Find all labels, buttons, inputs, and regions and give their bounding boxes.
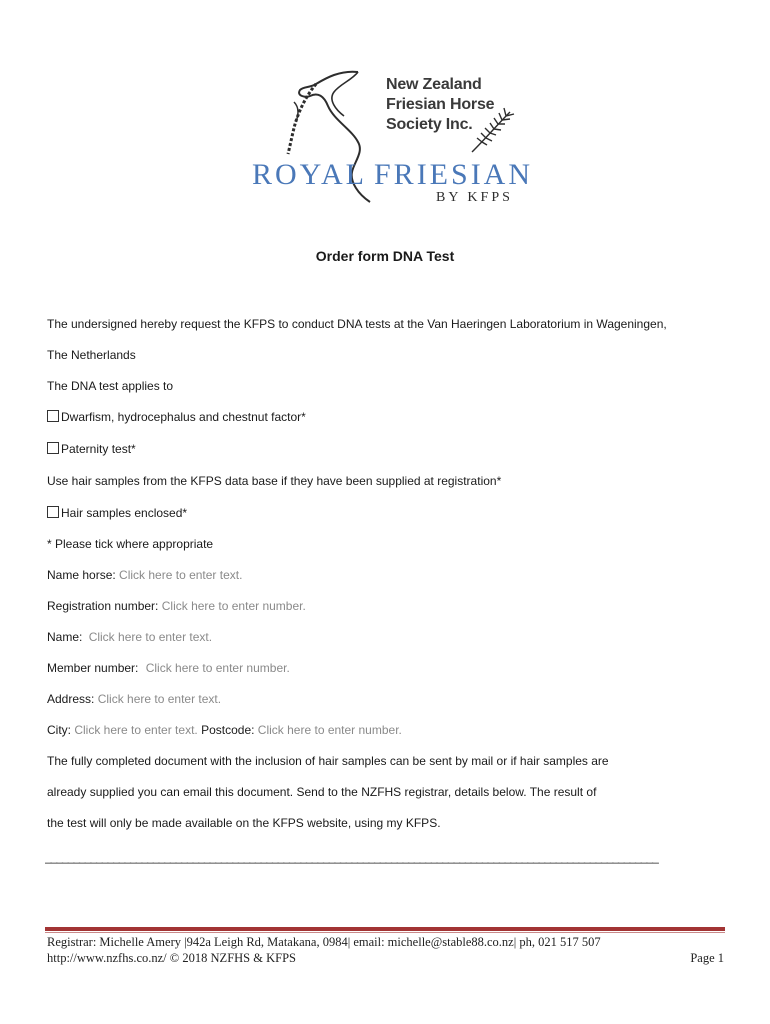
- applies-text: The DNA test applies to: [47, 379, 174, 393]
- footer-registrar: Registrar: Michelle Amery |942a Leigh Rd, Matakana, 0984| email: michelle@stable88.co.nz| ph, 021 517 507: [47, 935, 601, 949]
- page-title: Order form DNA Test: [315, 248, 455, 264]
- brand-friesian: FRIESIAN: [374, 158, 534, 191]
- society-logo: [240, 62, 540, 212]
- brand-royal: ROYAL: [252, 158, 368, 191]
- org-name-line3: Society Inc.: [386, 116, 473, 133]
- dwarfism-option[interactable]: [47, 410, 306, 424]
- org-name-line2: Friesian Horse: [386, 96, 495, 113]
- signature-rule: ____________________________________________________________________________________________________________: [45, 850, 658, 864]
- name-field[interactable]: Click here to enter text.: [88, 630, 213, 644]
- address-field[interactable]: Click here to enter text.: [97, 692, 222, 706]
- footer-website: http://www.nzfhs.co.nz/ © 2018 NZFHS & KFPS: [47, 951, 296, 965]
- horse-name-field[interactable]: Click here to enter text.: [119, 568, 243, 582]
- paternity-checkbox[interactable]: [47, 442, 59, 454]
- postcode-label: Postcode:: [201, 723, 255, 737]
- closing-line1: The fully completed document with the inclusion of hair samples can be sent by mail or if hair samples are: [47, 754, 609, 768]
- horse-name-row: [47, 568, 242, 582]
- paternity-option[interactable]: [47, 442, 136, 456]
- member-row: [47, 661, 290, 675]
- footer-divider-thin: [45, 932, 725, 933]
- member-field[interactable]: Click here to enter number.: [145, 661, 290, 675]
- intro-line2: The Netherlands: [47, 348, 136, 362]
- closing-line3: the test will only be made available on the KFPS website, using my KFPS.: [47, 816, 441, 830]
- hair-enclosed-label: Hair samples enclosed*: [61, 506, 188, 520]
- dwarfism-label: Dwarfism, hydrocephalus and chestnut factor*: [61, 410, 306, 424]
- hair-database-text: Use hair samples from the KFPS data base if they have been supplied at registration*: [47, 474, 502, 488]
- org-name-line1: New Zealand: [386, 76, 482, 93]
- registration-label: Registration number:: [47, 599, 159, 613]
- intro-line1: The undersigned hereby request the KFPS to conduct DNA tests at the Van Haeringen Laboratorium in Wageningen,: [47, 317, 667, 331]
- brand-by-kfps: BY KFPS: [436, 190, 513, 205]
- address-row: [47, 692, 221, 706]
- hair-enclosed-option[interactable]: [47, 506, 187, 520]
- name-row: [47, 630, 212, 644]
- city-row: [47, 723, 402, 737]
- dwarfism-checkbox[interactable]: [47, 410, 59, 422]
- tick-note: * Please tick where appropriate: [47, 537, 214, 551]
- city-label: City:: [47, 723, 71, 737]
- registration-row: [47, 599, 306, 613]
- footer-divider: [45, 927, 725, 931]
- city-field[interactable]: Click here to enter text.: [74, 723, 198, 737]
- closing-line2: already supplied you can email this document. Send to the NZFHS registrar, details below. The result of: [47, 785, 597, 799]
- page-number: Page 1: [690, 951, 724, 965]
- horse-name-label: Name horse:: [47, 568, 116, 582]
- hair-enclosed-checkbox[interactable]: [47, 506, 59, 518]
- member-label: Member number:: [47, 661, 139, 675]
- postcode-field[interactable]: Click here to enter number.: [257, 723, 402, 737]
- registration-field[interactable]: Click here to enter number.: [161, 599, 306, 613]
- paternity-label: Paternity test*: [61, 442, 136, 456]
- name-label: Name:: [47, 630, 83, 644]
- address-label: Address:: [47, 692, 95, 706]
